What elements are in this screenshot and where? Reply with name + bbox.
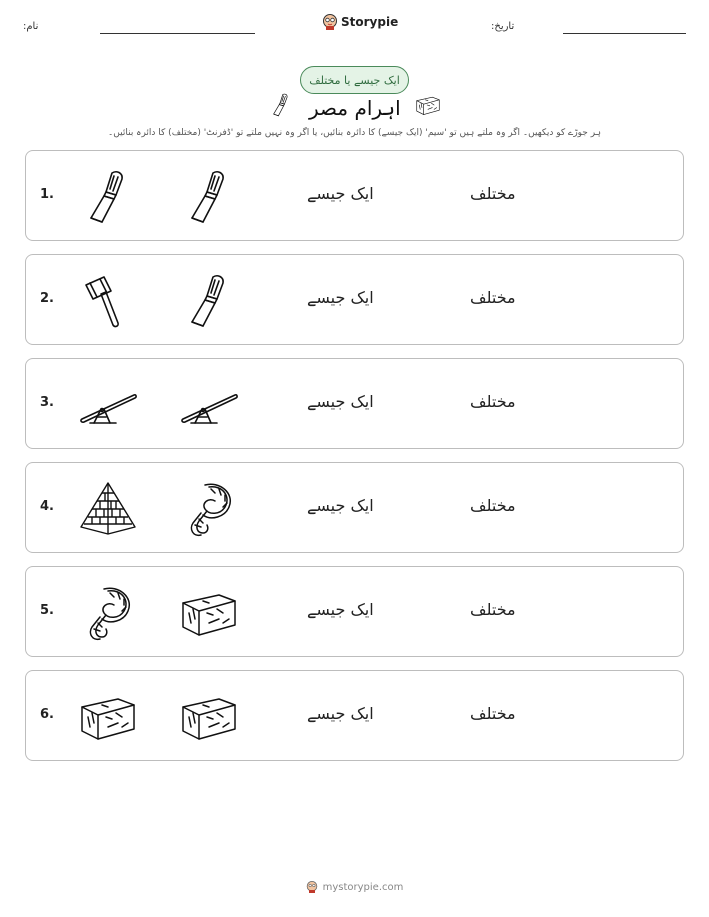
question-number: 6. xyxy=(40,707,54,722)
name-label: نام: xyxy=(23,21,39,32)
question-row xyxy=(25,254,684,345)
stone-block-icon xyxy=(179,687,239,747)
option-different[interactable]: مختلف xyxy=(470,496,516,515)
page-title: اہرام مصر xyxy=(309,96,401,120)
option-same[interactable]: ایک جیسے xyxy=(307,184,374,203)
chisel-icon xyxy=(179,167,239,227)
option-same[interactable]: ایک جیسے xyxy=(307,496,374,515)
lever-icon xyxy=(179,375,239,435)
option-different[interactable]: مختلف xyxy=(470,288,516,307)
footer xyxy=(0,880,709,894)
stone-block-icon xyxy=(179,583,239,643)
worksheet-tag: ایک جیسے یا مختلف xyxy=(300,66,409,94)
chisel-icon xyxy=(268,92,294,118)
option-same[interactable]: ایک جیسے xyxy=(307,288,374,307)
mallet-icon xyxy=(78,271,138,331)
stone-block-icon xyxy=(413,92,443,118)
date-field-line[interactable] xyxy=(563,33,686,34)
question-row xyxy=(25,358,684,449)
question-row xyxy=(25,566,684,657)
storypie-mascot-icon xyxy=(322,13,338,31)
option-different[interactable]: مختلف xyxy=(470,184,516,203)
pyramid-icon xyxy=(78,479,138,539)
option-different[interactable]: مختلف xyxy=(470,704,516,723)
stone-block-icon xyxy=(78,687,138,747)
brand-name: Storypie xyxy=(341,15,399,29)
question-number: 5. xyxy=(40,603,54,618)
footer-url[interactable]: mystorypie.com xyxy=(322,881,404,893)
question-row xyxy=(25,150,684,241)
option-same[interactable]: ایک جیسے xyxy=(307,392,374,411)
question-row xyxy=(25,670,684,761)
question-number: 4. xyxy=(40,499,54,514)
question-number: 3. xyxy=(40,395,54,410)
lever-icon xyxy=(78,375,138,435)
question-number: 1. xyxy=(40,187,54,202)
rope-icon xyxy=(78,583,138,643)
question-row xyxy=(25,462,684,553)
chisel-icon xyxy=(78,167,138,227)
rope-icon xyxy=(179,479,239,539)
option-same[interactable]: ایک جیسے xyxy=(307,704,374,723)
question-number: 2. xyxy=(40,291,54,306)
date-label: تاریخ: xyxy=(491,21,515,32)
brand-logo xyxy=(322,13,398,31)
option-different[interactable]: مختلف xyxy=(470,600,516,619)
name-field-line[interactable] xyxy=(100,33,255,34)
option-same[interactable]: ایک جیسے xyxy=(307,600,374,619)
option-different[interactable]: مختلف xyxy=(470,392,516,411)
chisel-icon xyxy=(179,271,239,331)
storypie-mascot-icon xyxy=(306,880,318,894)
instructions: ہر جوڑے کو دیکھیں۔ اگر وہ ملتے ہیں تو 'سیم' (ایک جیسے) کا دائرہ بنائیں، یا اگر وہ نہیں ملتے تو 'ڈفرنٹ' (مختلف) کا دائرہ بنائیں۔ xyxy=(108,128,601,138)
